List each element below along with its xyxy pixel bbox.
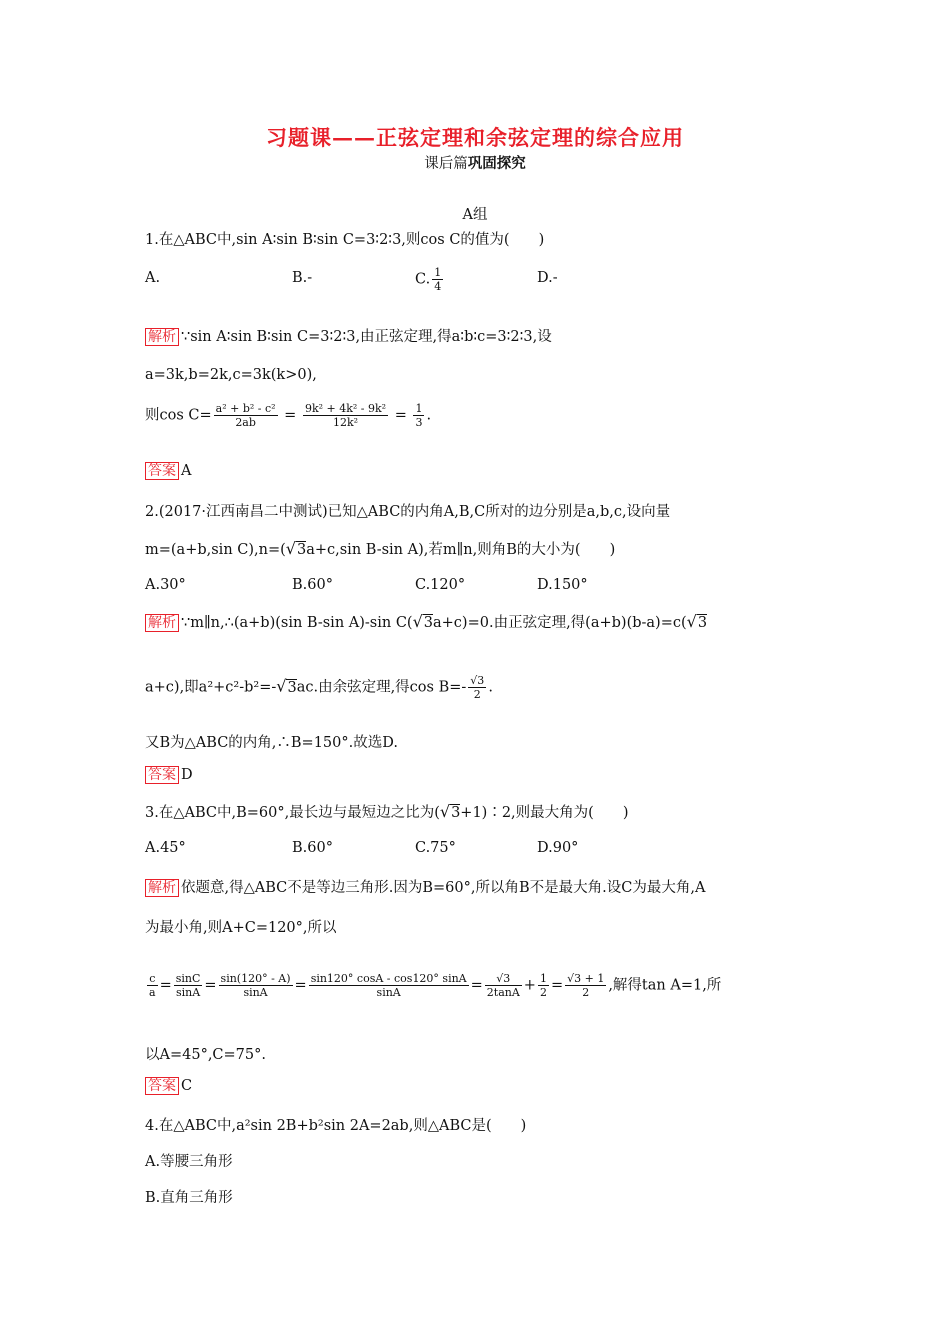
q2-analysis-part-1b: a+c)=0.由正弦定理,得(a+b)(b-a)=c( <box>433 615 687 631</box>
q2-analysis-line-3: 又B为△ABC的内角,∴B=150°.故选D. <box>145 735 398 751</box>
fraction-numerator: sinC <box>175 972 201 985</box>
q3-analysis-line-4: 以A=45°,C=75°. <box>145 1047 266 1063</box>
fraction-denominator: a <box>149 986 156 999</box>
q1-analysis-line-2: a=3k,b=2k,c=3k(k>0), <box>145 367 317 383</box>
q4-option-b: B.直角三角形 <box>145 1190 233 1206</box>
sqrt-symbol: √ <box>276 676 287 696</box>
group-heading: A组 <box>462 207 488 223</box>
q1-fraction-3 <box>413 402 424 429</box>
fraction-denominator: sinA <box>243 986 268 999</box>
fraction-denominator: sinA <box>175 986 201 999</box>
q2-analysis-line-2: a+c),即a²+c²-b²=-√3ac.由余弦定理,得cos B=- $\frac{√3}{2}$ . <box>145 674 493 701</box>
q3-option-a: A.45° <box>145 840 186 856</box>
fraction-numerator: 1 <box>539 972 547 985</box>
q3-eq-fraction-5 <box>485 972 522 999</box>
q3-option-c: C.75° <box>415 840 456 856</box>
q1-option-b: B.- <box>292 270 313 286</box>
fraction-numerator: 9k² + 4k² - 9k² <box>304 402 387 415</box>
q1-option-c <box>415 266 445 293</box>
answer-tag: 答案 <box>145 766 179 784</box>
sqrt-symbol: √ <box>686 612 697 631</box>
q3-eq-fraction-1 <box>147 972 158 999</box>
q3-eq-fraction-2 <box>174 972 203 999</box>
sqrt-radicand: 3 <box>287 679 297 696</box>
q3-eq-fraction-3 <box>219 972 293 999</box>
fraction-denominator: sinA <box>376 986 401 999</box>
q2-stem-part-b: a+c,sin B-sin A),若m∥n,则角B的大小为( ) <box>306 542 616 558</box>
page-subtitle <box>0 152 950 173</box>
q1-analysis-line-3: 则cos C= $\frac{\text{a² + b² - c²}}{2ab}$ = $\frac{\text{9k² + 4k² - 9k²}}{\text{12k²}}$ = $\frac{1}{3}$ . <box>145 402 432 429</box>
fraction-numerator: √3 <box>485 972 522 986</box>
q3-eq-fraction-4 <box>309 972 469 999</box>
sqrt-symbol: √ <box>439 802 451 821</box>
q4-option-a: A.等腰三角形 <box>145 1154 233 1170</box>
q2-analysis-part-1a: ∵m∥n,∴(a+b)(sin B-sin A)-sin C( <box>181 615 413 631</box>
q2-cos-fraction <box>468 674 486 701</box>
q3-stem <box>145 801 628 822</box>
fraction-numerator: sin120° cosA - cos120° sinA <box>310 972 467 985</box>
q1-answer-line <box>145 462 191 480</box>
q2-answer-line <box>145 766 193 784</box>
q3-option-d: D.90° <box>537 840 579 856</box>
fraction-denominator: 2ab <box>235 416 256 429</box>
fraction-numerator: √3 <box>470 674 485 687</box>
fraction-numerator: √3 + 1 <box>567 972 605 985</box>
q3-answer: C <box>181 1078 193 1094</box>
analysis-tag: 解析 <box>145 614 179 632</box>
sqrt-symbol: √ <box>412 612 423 631</box>
subtitle-bold: 巩固探究 <box>467 155 526 172</box>
fraction-numerator: sin(120° - A) <box>220 972 291 985</box>
q1-option-c-label: C. <box>415 271 431 288</box>
fraction-denominator: 2 <box>539 986 547 999</box>
fraction-denominator: 3 <box>415 416 423 429</box>
sqrt-radicand: 3 <box>296 542 307 558</box>
q1-analysis-line-1 <box>145 325 552 346</box>
q2-option-a: A.30° <box>145 577 186 593</box>
sqrt-radicand: 3 <box>451 805 461 821</box>
fraction-numerator: 1 <box>434 266 442 279</box>
q2-option-c: C.120° <box>415 577 466 593</box>
q2-analysis-part-2a: a+c),即a²+c²-b²=- <box>145 679 277 696</box>
q2-stem-line-1: 2.(2017·江西南昌二中测试)已知△ABC的内角A,B,C所对的边分别是a,b,c,设向量 <box>145 504 671 520</box>
q2-stem-line-2 <box>145 538 615 559</box>
q2-option-b: B.60° <box>292 577 333 593</box>
q1-fraction-1 <box>214 402 278 429</box>
fraction-denominator: 2 <box>582 986 590 999</box>
q2-analysis-line-1 <box>145 611 707 632</box>
q2-stem-part-a: m=(a+b,sin C),n=( <box>145 542 286 558</box>
fraction-numerator: c <box>147 972 158 986</box>
fraction-denominator: 12k² <box>332 416 359 429</box>
q1-option-c-fraction <box>432 266 443 293</box>
answer-tag: 答案 <box>145 1077 179 1095</box>
q3-analysis-line-2: 为最小角,则A+C=120°,所以 <box>145 920 337 936</box>
q3-stem-part-a: 3.在△ABC中,B=60°,最长边与最短边之比为( <box>145 805 440 821</box>
sqrt-symbol: √ <box>285 539 296 558</box>
answer-tag: 答案 <box>145 462 179 480</box>
q1-analysis-prefix: 则cos C= <box>145 407 212 424</box>
q3-eq-fraction-7 <box>565 972 606 999</box>
fraction-numerator: 1 <box>415 402 423 415</box>
q1-stem: 1.在△ABC中,sin A∶sin B∶sin C=3∶2∶3,则cos C的值为( ) <box>145 232 545 248</box>
analysis-tag: 解析 <box>145 879 179 897</box>
q4-stem: 4.在△ABC中,a²sin 2B+b²sin 2A=2ab,则△ABC是( ) <box>145 1118 527 1134</box>
q3-eq-fraction-6 <box>538 972 549 999</box>
sqrt-radicand: 3 <box>697 615 708 631</box>
q3-stem-part-b: +1)∶2,则最大角为( ) <box>460 805 629 821</box>
q3-option-b: B.60° <box>292 840 333 856</box>
fraction-denominator: 2tanA <box>486 986 520 999</box>
q1-analysis-text-1: ∵sin A∶sin B∶sin C=3∶2∶3,由正弦定理,得a∶b∶c=3∶2∶3,设 <box>181 329 552 345</box>
fraction-numerator: a² + b² - c² <box>215 402 276 415</box>
q3-analysis-text-1: 依题意,得△ABC不是等边三角形.因为B=60°,所以角B不是最大角.设C为最大角,A <box>181 880 706 896</box>
q1-fraction-2 <box>303 402 388 429</box>
q2-option-d: D.150° <box>537 577 588 593</box>
q1-option-d: D.- <box>537 270 558 286</box>
q2-answer: D <box>181 767 193 783</box>
page-title: 习题课——正弦定理和余弦定理的综合应用 <box>266 125 684 150</box>
q1-option-a: A. <box>145 270 161 286</box>
q2-analysis-part-2b: ac.由余弦定理,得cos B=- <box>296 679 467 696</box>
q3-analysis-tail: ,解得tan A=1,所 <box>608 977 722 994</box>
sqrt-radicand: 3 <box>423 615 434 631</box>
analysis-tag: 解析 <box>145 328 179 346</box>
subtitle-plain: 课后篇 <box>424 156 468 172</box>
q3-answer-line <box>145 1077 192 1095</box>
fraction-denominator: 2 <box>473 688 481 701</box>
fraction-denominator: 4 <box>434 280 442 293</box>
q3-analysis-line-1 <box>145 876 705 897</box>
q1-answer: A <box>181 463 192 479</box>
q3-analysis-equation: $\frac{c}{a}$ = $\frac{\sin C}{\sin A}$ = $\frac{\sin(120^\circ - A)}{\sin A}$ = $\frac{\sin 120^\circ \cos A - \cos 120^\circ \sin A}{\sin A}$ = $\frac{√3}{2\tan A}$ + $\frac{1}{2}$ = $\frac{√3 + 1}{2}$ ,解得tan A=1,所 <box>149 972 722 999</box>
